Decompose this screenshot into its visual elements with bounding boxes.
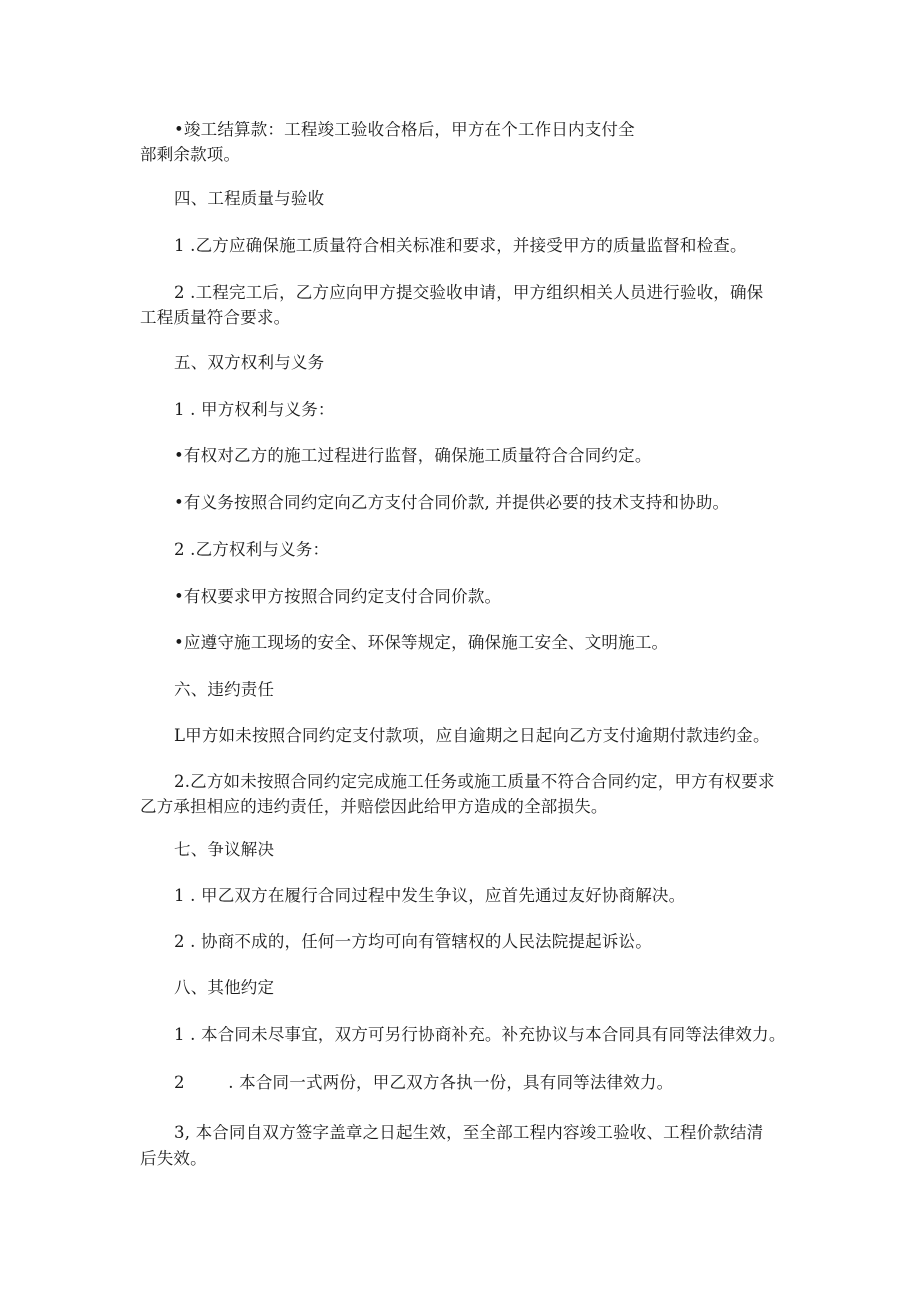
section-heading-rights: 五、双方权利与义务 <box>174 353 325 372</box>
paragraph-line: 3, 本合同自双方签字盖章之日起生效，至全部工程内容竣工验收、工程价款结清 <box>174 1123 764 1142</box>
paragraph-line: 工程质量符合要求。 <box>140 308 291 327</box>
paragraph-line: •竣工结算款：工程竣工验收合格后，甲方在个工作日内支付全 <box>174 120 635 139</box>
paragraph-line: 2 . 协商不成的，任何一方均可向有管辖权的人民法院提起诉讼。 <box>174 932 652 951</box>
paragraph-line: 1 .乙方应确保施工质量符合相关标准和要求，并接受甲方的质量监督和检查。 <box>174 236 747 255</box>
paragraph-line: 后失效。 <box>140 1149 207 1168</box>
paragraph-line: •应遵守施工现场的安全、环保等规定，确保施工安全、文明施工。 <box>174 633 669 652</box>
paragraph-line: 乙方承担相应的违约责任，并赔偿因此给甲方造成的全部损失。 <box>140 797 608 816</box>
paragraph-line: •有权对乙方的施工过程进行监督，确保施工质量符合合同约定。 <box>174 446 652 465</box>
paragraph-line: 2 .乙方权利与义务： <box>174 540 330 559</box>
paragraph-line: 1 . 本合同未尽事宜，双方可另行协商补充。补充协议与本合同具有同等法律效力。 <box>174 1025 786 1044</box>
section-heading-breach: 六、违约责任 <box>174 680 275 699</box>
paragraph-line: •有义务按照合同约定向乙方支付合同价款, 并提供必要的技术支持和协助。 <box>174 493 730 512</box>
paragraph-line: L甲方如未按照合同约定支付款项，应自逾期之日起向乙方支付逾期付款违约金。 <box>174 726 770 745</box>
section-heading-quality: 四、工程质量与验收 <box>174 189 325 208</box>
section-heading-other: 八、其他约定 <box>174 978 275 997</box>
paragraph-line: 1 . 甲乙双方在履行合同过程中发生争议，应首先通过友好协商解决。 <box>174 886 686 905</box>
paragraph-line: •有权要求甲方按照合同约定支付合同价款。 <box>174 587 502 606</box>
paragraph-line: 2 . 本合同一式两份，甲乙双方各执一份，具有同等法律效力。 <box>174 1073 674 1092</box>
paragraph-line: 2.乙方如未按照合同约定完成施工任务或施工质量不符合合同约定，甲方有权要求 <box>174 772 775 791</box>
paragraph-line: 部剩余款项。 <box>140 145 241 164</box>
paragraph-line: 2 .工程完工后，乙方应向甲方提交验收申请，甲方组织相关人员进行验收，确保 <box>174 283 764 302</box>
paragraph-line: 1 . 甲方权利与义务： <box>174 400 335 419</box>
section-heading-dispute: 七、争议解决 <box>174 840 275 859</box>
